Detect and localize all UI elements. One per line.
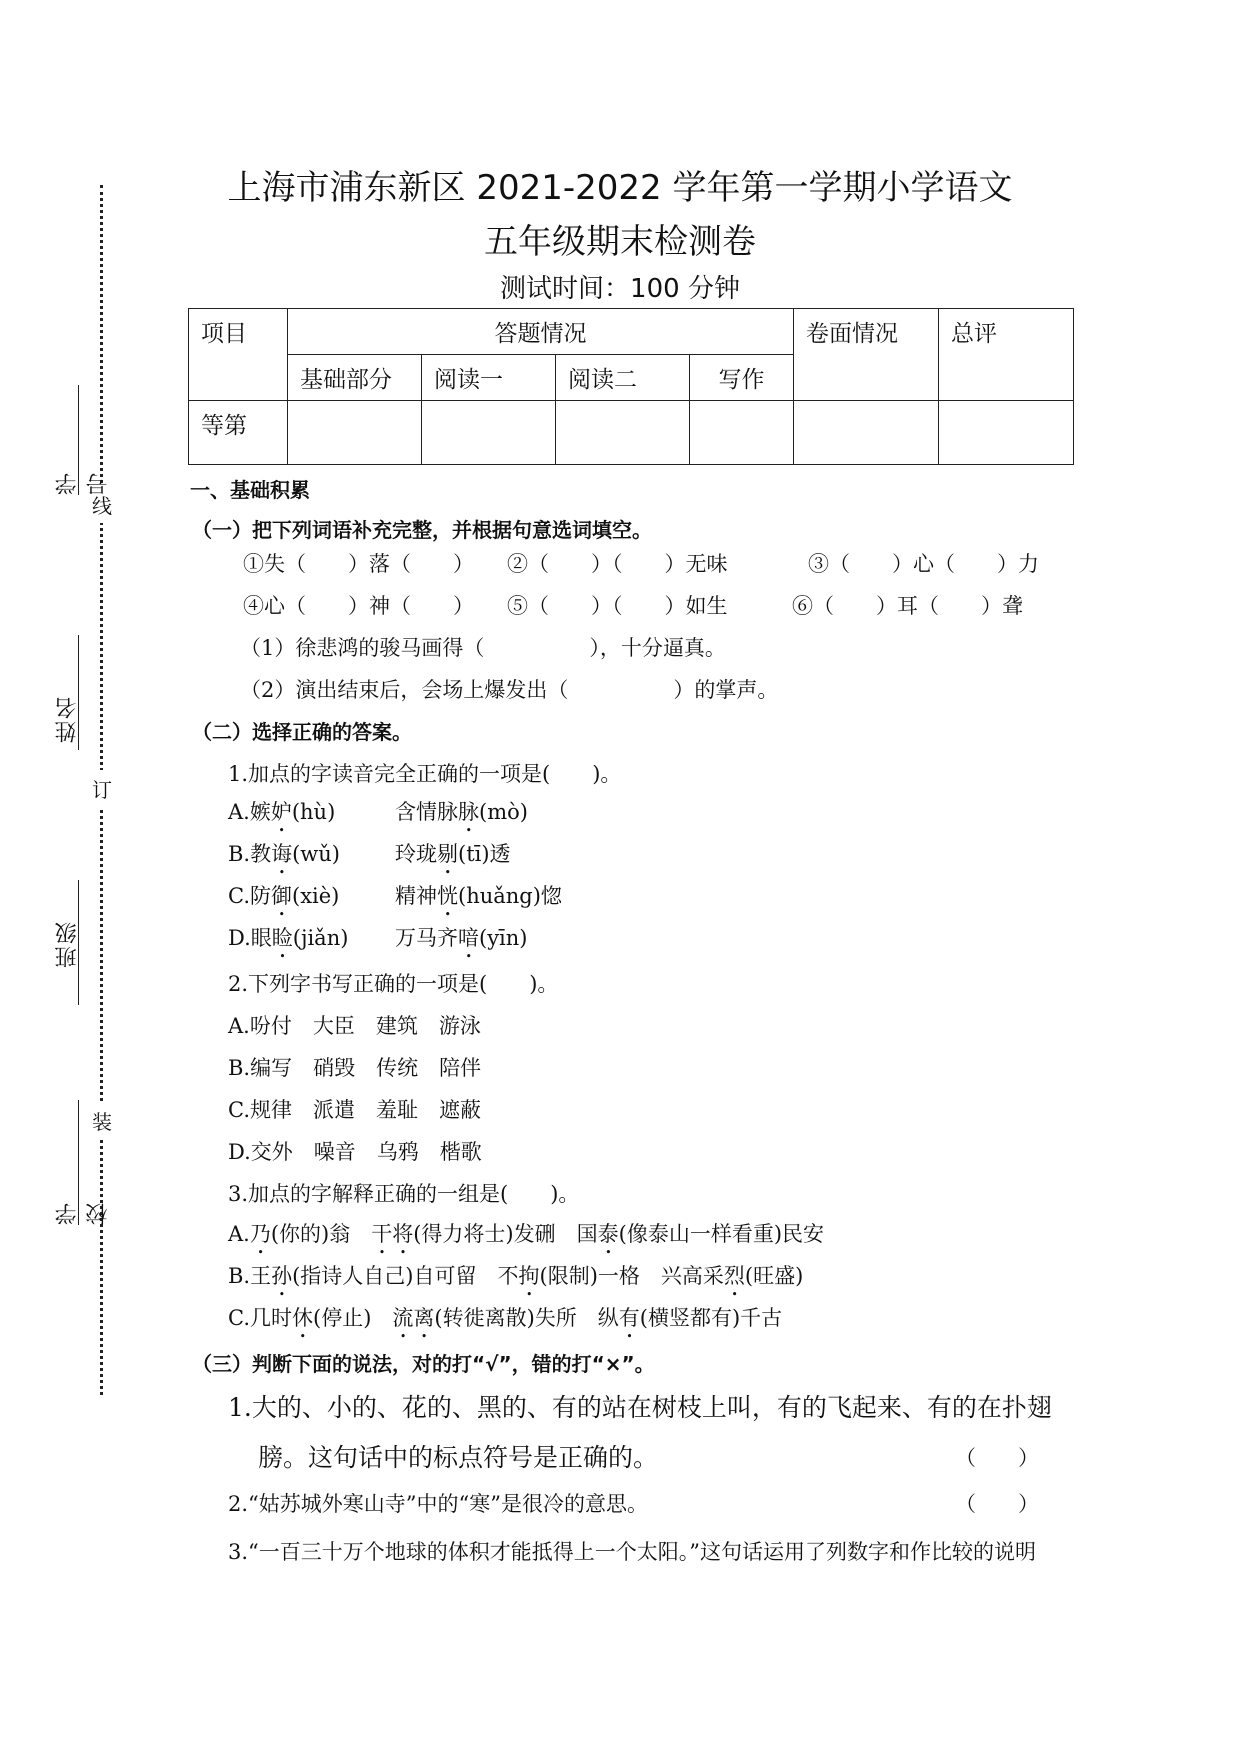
q1-sentence-1: （1）徐悲鸿的骏马画得（ ），十分逼真。 xyxy=(240,636,726,660)
q2-item1-option-a: A.嫉妒(hù) xyxy=(228,800,336,824)
exam-title: 上海市浦东新区 2021-2022 学年第一学期小学语文 xyxy=(227,168,1013,208)
q2-item1-option-c: C.防御(xiè) xyxy=(228,884,340,908)
exam-subtitle: 五年级期末检测卷 xyxy=(484,222,756,262)
grade-cell-reading-one[interactable] xyxy=(422,401,556,465)
q1-word-1: ①失（ ）落（ ） xyxy=(243,552,474,576)
student-number-label: 学号 xyxy=(55,471,111,495)
reading-one-column-header: 阅读一 xyxy=(422,355,556,401)
grade-cell-total[interactable] xyxy=(939,401,1074,465)
student-name-label: 姓名 xyxy=(55,695,80,743)
grade-cell-writing[interactable] xyxy=(690,401,794,465)
grade-cell-basic[interactable] xyxy=(288,401,422,465)
q2-item1-option-d: D.眼睑(jiǎn) xyxy=(228,926,349,950)
student-name-field[interactable] xyxy=(52,635,78,750)
answer-group-header: 答题情况 xyxy=(288,309,794,355)
q2-item3-option-a: A.乃(你的)翁 干将(得力将士)发硎 国泰(像泰山一样看重)民安 xyxy=(228,1222,825,1246)
total-header: 总评 xyxy=(939,309,1074,401)
q2-item2-option-b: B.编写 硝毁 传统 陪伴 xyxy=(228,1056,482,1080)
exam-time: 测试时间：100 分钟 xyxy=(500,274,740,304)
q1-word-4: ④心（ ）神（ ） xyxy=(243,594,474,618)
q3-statement-1-line-2: 膀。这句话中的标点符号是正确的。 xyxy=(258,1443,659,1472)
q3-statement-3: 3.“一百三十万个地球的体积才能抵得上一个太阳。”这句话运用了列数字和作比较的说明 xyxy=(228,1540,1037,1564)
q3-answer-2[interactable]: （ ） xyxy=(955,1492,1039,1516)
class-label: 班级 xyxy=(55,920,80,968)
writing-column-header: 写作 xyxy=(690,355,794,401)
q1-word-3: ③（ ）心（ ）力 xyxy=(808,552,1039,576)
q2-item1-stem: 1.加点的字读音完全正确的一项是( )。 xyxy=(228,762,622,786)
q3-statement-1-line-1: 1.大的、小的、花的、黑的、有的站在树枝上叫，有的飞起来、有的在扑翅 xyxy=(228,1393,1052,1422)
q2-item2-stem: 2.下列字书写正确的一项是( )。 xyxy=(228,972,559,996)
q2-item2-option-c: C.规律 派遣 羞耻 遮蔽 xyxy=(228,1098,481,1122)
q2-item1-option-c-2: 精神恍(huǎng)惚 xyxy=(395,884,562,908)
q1-word-5: ⑤（ ）（ ）如生 xyxy=(507,594,728,618)
q2-item2-option-d: D.交外 噪音 乌鸦 楷歌 xyxy=(228,1140,482,1164)
q3-statement-2: 2.“姑苏城外寒山寺”中的“寒”是很冷的意思。 xyxy=(228,1492,648,1516)
q2-item1-option-b-2: 玲珑剔(tī)透 xyxy=(395,842,511,866)
q2-item3-stem: 3.加点的字解释正确的一组是( )。 xyxy=(228,1182,580,1206)
q1-word-2: ②（ ）（ ）无味 xyxy=(507,552,728,576)
reading-two-column-header: 阅读二 xyxy=(556,355,690,401)
class-field[interactable] xyxy=(52,880,78,1005)
q3-title: （三）判断下面的说法，对的打“√”，错的打“×”。 xyxy=(192,1352,655,1376)
student-number-field[interactable] xyxy=(52,385,111,495)
q1-title: （一）把下列词语补充完整，并根据句意选词填空。 xyxy=(192,518,652,542)
grade-cell-reading-two[interactable] xyxy=(556,401,690,465)
q2-item1-option-b: B.教诲(wǔ) xyxy=(228,842,340,866)
binding-word-bind: 订 xyxy=(92,770,112,807)
basic-column-header: 基础部分 xyxy=(288,355,422,401)
paper-header: 卷面情况 xyxy=(794,309,939,401)
grade-cell-paper[interactable] xyxy=(794,401,939,465)
part1-title: 一、基础积累 xyxy=(190,478,310,502)
grade-row-label: 等第 xyxy=(189,401,288,465)
q2-item3-option-c: C.几时休(停止) 流离(转徙离散)失所 纵有(横竖都有)千古 xyxy=(228,1306,783,1330)
q2-item3-option-b: B.王孙(指诗人自己)自可留 不拘(限制)一格 兴高采烈(旺盛) xyxy=(228,1264,804,1288)
q1-sentence-2: （2）演出结束后，会场上爆发出（ ）的掌声。 xyxy=(240,678,779,702)
q2-title: （二）选择正确的答案。 xyxy=(192,720,412,744)
binding-word-pack: 装 xyxy=(92,1102,112,1139)
school-label: 学校 xyxy=(55,1201,111,1225)
q2-item2-option-a: A.吩付 大臣 建筑 游泳 xyxy=(228,1014,481,1038)
binding-word-line: 线 xyxy=(92,486,112,523)
q2-item1-option-d-2: 万马齐喑(yīn) xyxy=(395,926,528,950)
q3-answer-1[interactable]: （ ） xyxy=(955,1446,1039,1470)
q1-word-6: ⑥（ ）耳（ ）聋 xyxy=(792,594,1023,618)
item-header: 项目 xyxy=(189,309,288,401)
score-table xyxy=(188,308,1074,465)
q2-item1-option-a-2: 含情脉脉(mò) xyxy=(395,800,528,824)
school-field[interactable] xyxy=(52,1100,111,1225)
